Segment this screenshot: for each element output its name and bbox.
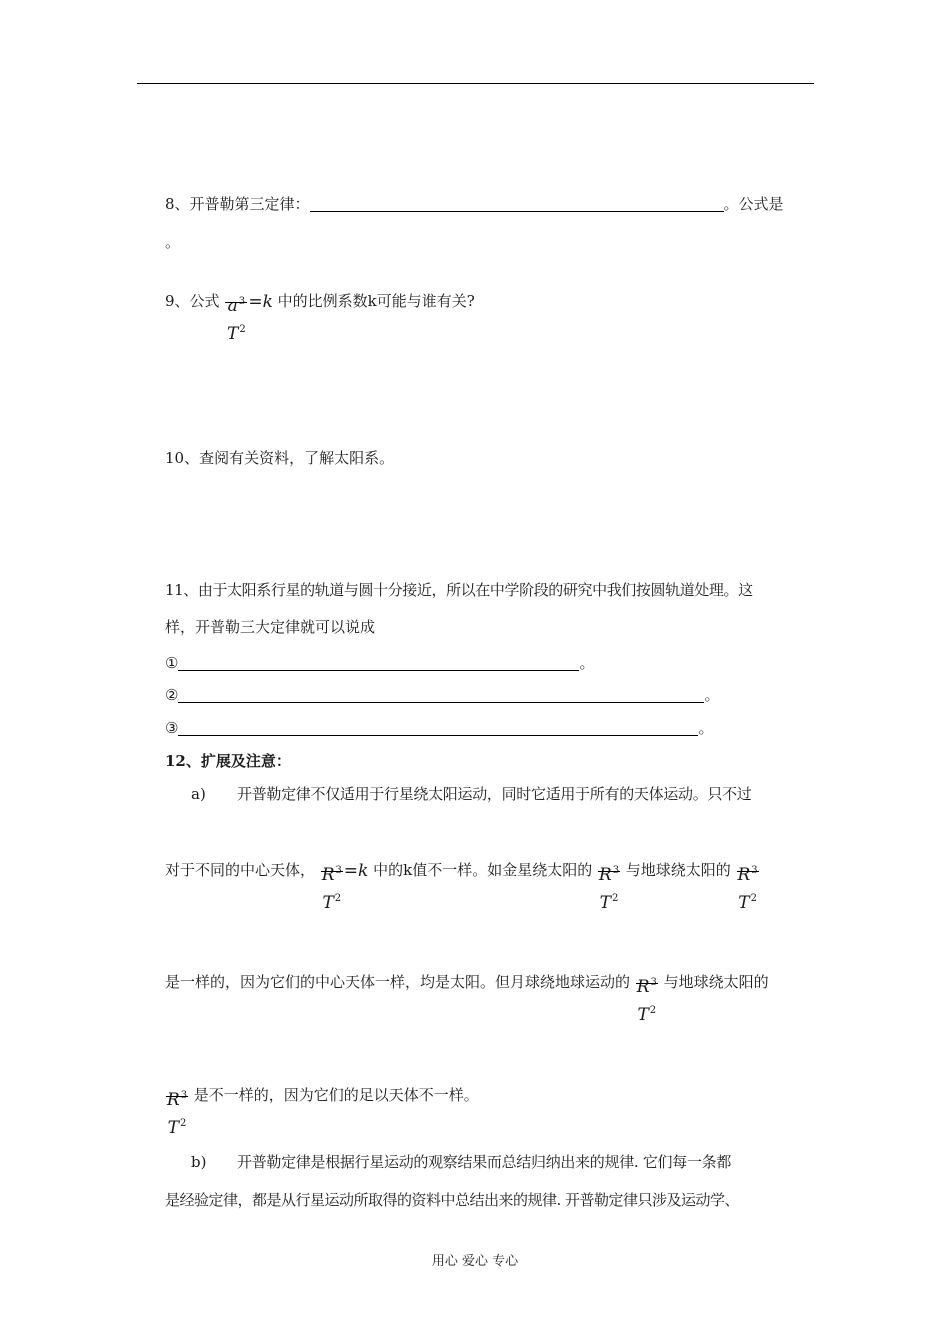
q9-prefix: 9、公式 xyxy=(165,292,220,310)
q8-continuation: 。 xyxy=(165,233,181,251)
q12-a-line4: $R^3$ $T^2$ 是不一样的，因为它们的足以天体不一样。 xyxy=(165,1070,479,1121)
formula-a3-over-t2: $a^3$ $T^2$ xyxy=(226,296,246,344)
q12-a-line1: a) 开普勒定律不仅适用于行星绕太阳运动，同时它适用于所有的天体运动。只不过 xyxy=(191,785,752,803)
q11-item-2: ② 。 xyxy=(165,686,720,704)
question-10: 10、查阅有关资料，了解太阳系。 xyxy=(165,449,395,467)
q9-suffix: 中的比例系数k可能与谁有关? xyxy=(277,292,475,310)
question-8 xyxy=(165,194,784,214)
formula-r3-over-t2: $R^3$ $T^2$ xyxy=(321,865,342,913)
q8-after-blank: 。公式是 xyxy=(723,195,784,213)
page-footer: 用心 爱心 专心 xyxy=(431,1254,519,1269)
q8-blank xyxy=(310,195,724,212)
q11-item-3: ③ 。 xyxy=(165,719,714,737)
q12-a-line3: 是一样的，因为它们的中心天体一样，均是太阳。但月球绕地球运动的 $R^3$ $T^2$ 与地球绕太阳的 xyxy=(165,957,769,1008)
q8-text: 8、开普勒第三定律： xyxy=(165,195,310,213)
q12-heading: 12、扩展及注意： xyxy=(165,752,291,770)
formula-r3-over-t2-moon: $R^3$ $T^2$ xyxy=(636,977,657,1025)
formula-r3-over-t2-earth: $R^3$ $T^2$ xyxy=(737,865,758,913)
q9-equals-k: =k xyxy=(248,292,273,312)
q12-b-line2: 是经验定律，都是从行星运动所取得的资料中总结出来的规律. 开普勒定律只涉及运动学、 xyxy=(165,1191,740,1209)
question-11-line2: 样，开普勒三大定律就可以说成 xyxy=(165,618,376,636)
formula-r3-over-t2-venus: $R^3$ $T^2$ xyxy=(598,865,620,913)
q12-a-line2: 对于不同的中心天体， $R^3$ $T^2$ =k 中的k值不一样。如金星绕太阳的 $R^3$ $T^2$ 与地球绕太阳的 $R^3$ $T^2$ xyxy=(165,845,760,896)
q12-b-line1: b) 开普勒定律是根据行星运动的观察结果而总结归纳出来的规律. 它们每一条都 xyxy=(191,1153,732,1171)
question-9 xyxy=(165,276,475,344)
question-11-line1: 11、由于太阳系行星的轨道与圆十分接近，所以在中学阶段的研究中我们按圆轨道处理。这 xyxy=(165,581,753,599)
q11-item-1: ① 。 xyxy=(165,654,595,672)
header-rule xyxy=(137,83,814,84)
formula-r3-over-t2-earth-sun: $R^3$ $T^2$ xyxy=(166,1090,188,1138)
